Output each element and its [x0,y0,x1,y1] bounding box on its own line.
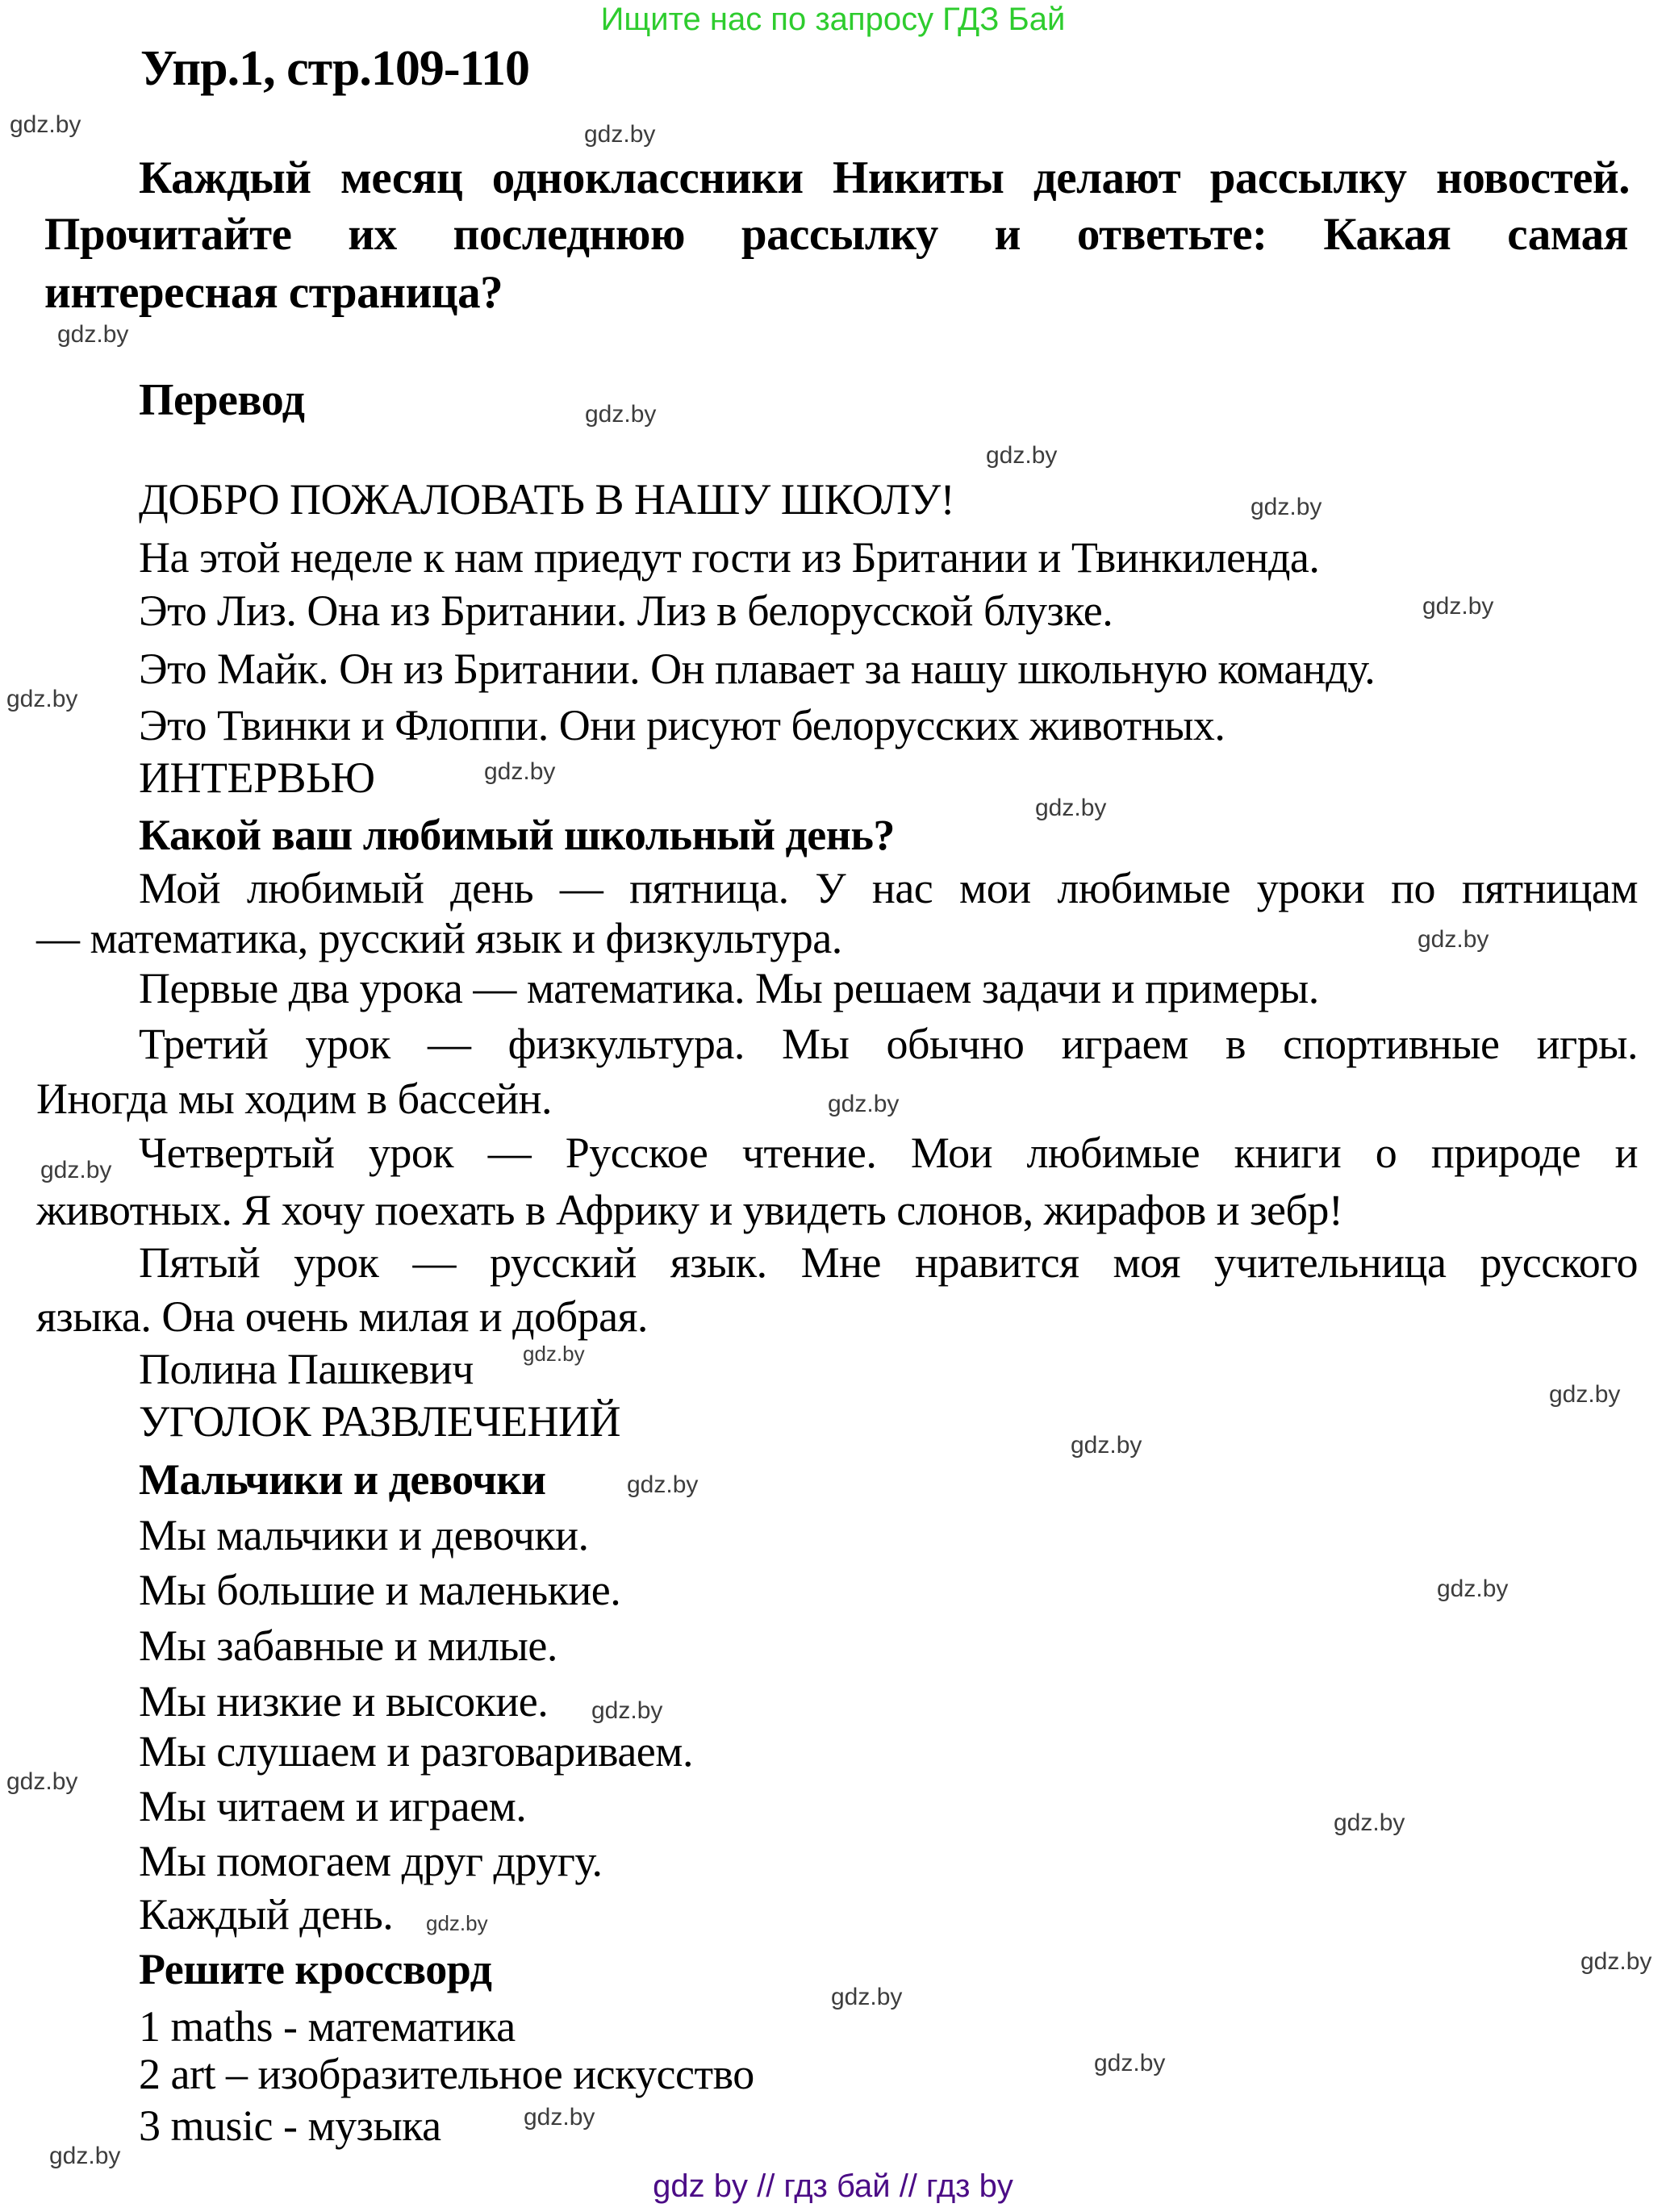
translation-line: На этой неделе к нам приедут гости из Британии и Твинкиленда. [139,533,1320,582]
translation-line: Это Твинки и Флоппи. Они рисуют белорусских животных. [139,701,1225,749]
translation-subheading: Какой ваш любимый школьный день? [139,811,895,859]
translation-line: Четвертый урок — Русское чтение. Мои любимые книги о природе и [139,1129,1638,1177]
gdz-watermark: gdz.by [1418,926,1489,953]
gdz-watermark: gdz.by [524,2104,595,2131]
gdz-watermark: gdz.by [1580,1948,1652,1975]
gdz-watermark: gdz.by [10,111,81,138]
crossword-item: 1 maths - математика [139,2002,516,2051]
gdz-watermark: gdz.by [627,1471,699,1498]
translation-line: Мы большие и маленькие. [139,1566,621,1614]
translation-line: Это Майк. Он из Британии. Он плавает за нашу школьную команду. [139,645,1376,693]
gdz-watermark: gdz.by [986,442,1058,469]
gdz-watermark: gdz.by [1549,1381,1621,1408]
translation-line: Пятый урок — русский язык. Мне нравится моя учительница русского [139,1238,1638,1287]
translation-line: Мой любимый день — пятница. У нас мои любимые уроки по пятницам [139,864,1638,912]
task-line: интересная страница? [44,267,503,318]
crossword-item: 3 music - музыка [139,2101,441,2150]
translation-line: Мы забавные и милые. [139,1621,557,1670]
translation-line: животных. Я хочу поехать в Африку и увидеть слонов, жирафов и зебр! [36,1186,1343,1234]
translation-line: Первые два урока — математика. Мы решаем задачи и примеры. [139,964,1319,1012]
gdz-watermark: gdz.by [1334,1809,1405,1836]
translation-subheading: Мальчики и девочки [139,1455,546,1504]
gdz-watermark: gdz.by [1071,1432,1142,1459]
author-name: Полина Пашкевич [139,1345,474,1393]
crossword-heading: Решите кроссворд [139,1945,492,1993]
translation-line: УГОЛОК РАЗВЛЕЧЕНИЙ [139,1397,621,1446]
exercise-title: Упр.1, стр.109-110 [140,41,530,96]
task-line: Прочитайте их последнюю рассылку и ответьте: Какая самая [44,209,1628,260]
gdz-watermark: gdz.by [484,758,556,785]
gdz-watermark: gdz.by [584,121,656,148]
gdz-watermark: gdz.by [828,1091,900,1117]
gdz-watermark: gdz.by [40,1157,112,1183]
crossword-item: 2 art – изобразительное искусство [139,2050,754,2098]
gdz-watermark: gdz.by [831,1984,903,2010]
translation-line: ДОБРО ПОЖАЛОВАТЬ В НАШУ ШКОЛУ! [139,475,955,524]
translation-line: Мы слушаем и разговариваем. [139,1727,693,1776]
translation-line: языка. Она очень милая и добрая. [36,1292,648,1341]
translation-line: — математика, русский язык и физкультура. [36,914,842,962]
translation-line: Мы мальчики и девочки. [139,1511,589,1559]
translation-line: Мы низкие и высокие. [139,1677,549,1726]
gdz-watermark: gdz.by [1437,1576,1509,1602]
translation-line: Иногда мы ходим в бассейн. [36,1075,552,1123]
gdz-watermark: gdz.by [585,401,657,428]
gdz-watermark: gdz.by [523,1342,585,1366]
gdz-watermark: gdz.by [1251,494,1322,520]
gdz-watermark: gdz.by [49,2143,121,2169]
gdz-watermark: gdz.by [591,1697,663,1724]
gdz-watermark: gdz.by [6,1768,78,1795]
gdz-watermark: gdz.by [1035,795,1107,821]
translation-line: Третий урок — физкультура. Мы обычно играем в спортивные игры. [139,1020,1638,1068]
translation-line: Мы помогаем друг другу. [139,1837,603,1885]
gdz-watermark: gdz.by [1422,593,1494,620]
gdz-watermark: gdz.by [1094,2050,1166,2076]
task-line: Каждый месяц одноклассники Никиты делают рассылку новостей. [139,152,1630,203]
gdz-watermark: gdz.by [426,1911,488,1935]
translation-line: ИНТЕРВЬЮ [139,753,375,802]
translation-line: Каждый день. [139,1890,394,1939]
gdz-watermark: gdz.by [57,321,129,348]
footer-branding: gdz by // гдз бай // гдз by [653,2168,1013,2204]
promo-banner: Ищите нас по запросу ГДЗ Бай [600,2,1066,37]
translation-heading: Перевод [139,375,305,425]
translation-line: Это Лиз. Она из Британии. Лиз в белорусской блузке. [139,586,1113,635]
gdz-watermark: gdz.by [6,686,78,712]
translation-line: Мы читаем и играем. [139,1782,527,1830]
